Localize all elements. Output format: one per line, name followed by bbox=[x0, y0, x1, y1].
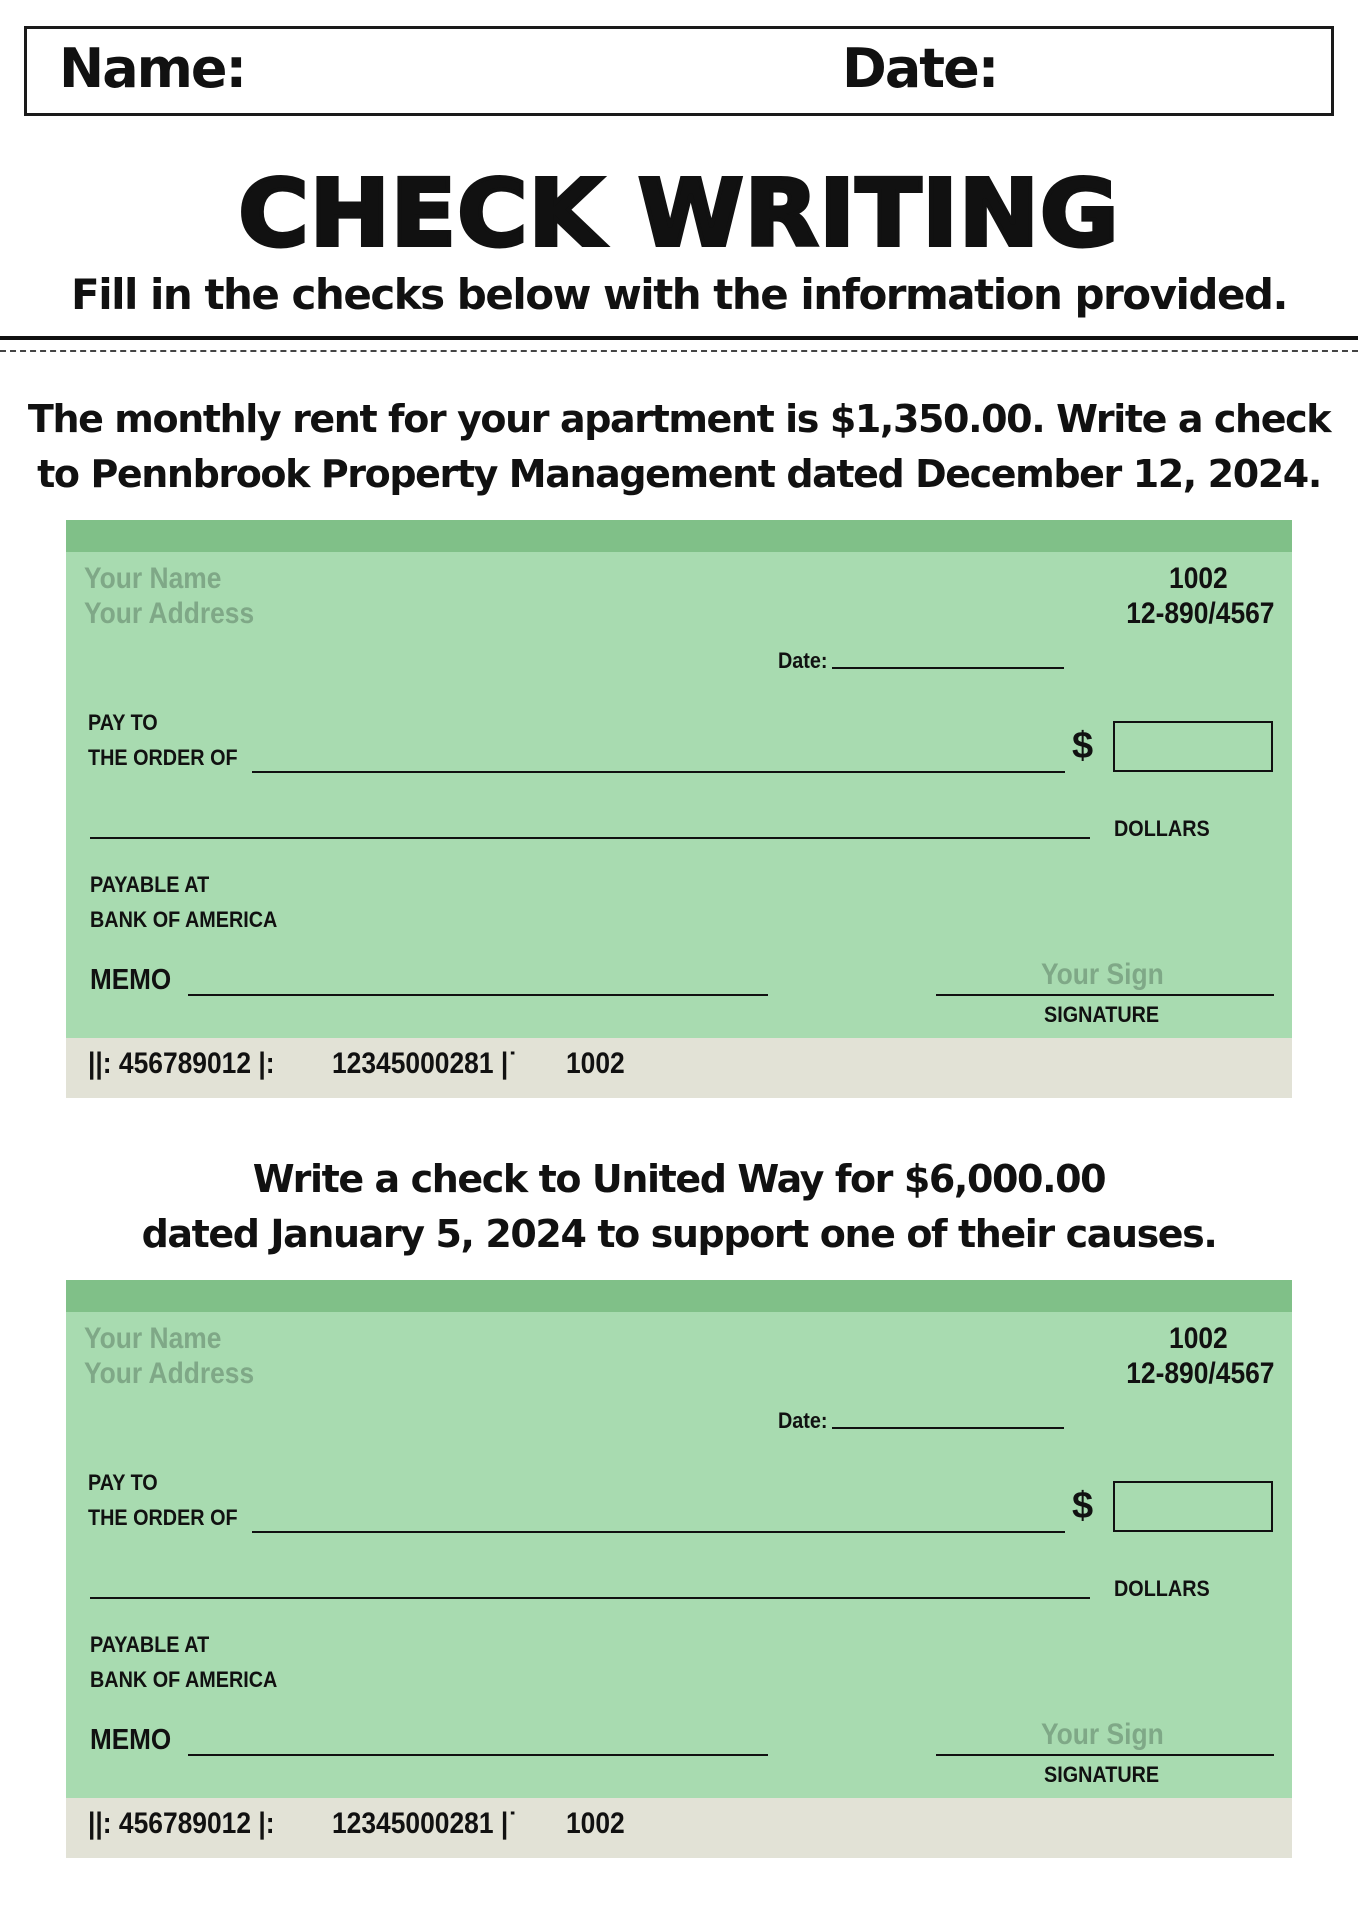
prompt-1-line-1: The monthly rent for your apartment is $1,350.00. Write a check bbox=[27, 397, 1331, 441]
memo-label: MEMO bbox=[90, 1724, 172, 1756]
page-subtitle: Fill in the checks below with the information provided. bbox=[71, 270, 1287, 319]
signature-label: SIGNATURE bbox=[1044, 1002, 1160, 1027]
check-2 bbox=[66, 1280, 1292, 1858]
signature-field[interactable] bbox=[936, 994, 1274, 996]
memo-field[interactable] bbox=[188, 994, 768, 996]
payable-at-label: PAYABLE AT bbox=[90, 872, 210, 897]
check-date-label: Date: bbox=[778, 1408, 828, 1433]
amount-words-field[interactable] bbox=[90, 1597, 1090, 1599]
micr-routing: ||: 456789012 |: bbox=[88, 1807, 275, 1840]
dollars-label: DOLLARS bbox=[1114, 816, 1210, 841]
payee-field[interactable] bbox=[252, 771, 1065, 773]
signature-field[interactable] bbox=[936, 1754, 1274, 1756]
routing-fraction: 12-890/4567 bbox=[1125, 1357, 1274, 1390]
pay-to-label-line-2: THE ORDER OF bbox=[88, 745, 238, 770]
check-date-field[interactable] bbox=[832, 667, 1064, 669]
dollar-sign: $ bbox=[1072, 725, 1094, 767]
bank-name-label: BANK OF AMERICA bbox=[90, 1667, 278, 1692]
dollar-sign: $ bbox=[1072, 1485, 1094, 1527]
signature-label: SIGNATURE bbox=[1044, 1762, 1160, 1787]
pay-to-label-line-1: PAY TO bbox=[88, 710, 158, 735]
your-address-placeholder: Your Address bbox=[84, 597, 255, 630]
signature-placeholder: Your Sign bbox=[1041, 958, 1164, 991]
pay-to-label-line-1: PAY TO bbox=[88, 1470, 158, 1495]
prompt-2-line-1: Write a check to United Way for $6,000.00 bbox=[252, 1157, 1106, 1201]
micr-routing: ||: 456789012 |: bbox=[88, 1047, 275, 1080]
check-date-label: Date: bbox=[778, 648, 828, 673]
payable-at-label: PAYABLE AT bbox=[90, 1632, 210, 1657]
divider-dashed bbox=[0, 350, 1358, 352]
amount-field[interactable] bbox=[1113, 1481, 1273, 1532]
micr-account: 12345000281 |˙ bbox=[332, 1807, 518, 1840]
check-top-band bbox=[66, 520, 1292, 552]
micr-check-number: 1002 bbox=[566, 1047, 625, 1080]
your-address-placeholder: Your Address bbox=[84, 1357, 255, 1390]
signature-placeholder: Your Sign bbox=[1041, 1718, 1164, 1751]
payee-field[interactable] bbox=[252, 1531, 1065, 1533]
divider-solid bbox=[0, 336, 1358, 340]
pay-to-label-line-2: THE ORDER OF bbox=[88, 1505, 238, 1530]
your-name-placeholder: Your Name bbox=[84, 1322, 222, 1355]
amount-words-field[interactable] bbox=[90, 837, 1090, 839]
memo-field[interactable] bbox=[188, 1754, 768, 1756]
amount-field[interactable] bbox=[1113, 721, 1273, 772]
prompt-2-line-2: dated January 5, 2024 to support one of their causes. bbox=[141, 1212, 1217, 1256]
check-number: 1002 bbox=[1169, 1322, 1228, 1355]
micr-account: 12345000281 |˙ bbox=[332, 1047, 518, 1080]
check-date-field[interactable] bbox=[832, 1427, 1064, 1429]
name-date-box bbox=[24, 26, 1334, 116]
prompt-1 bbox=[0, 392, 1358, 502]
date-label: Date: bbox=[842, 37, 998, 100]
page-title: CHECK WRITING bbox=[238, 160, 1120, 267]
name-label: Name: bbox=[59, 37, 246, 100]
prompt-2 bbox=[0, 1152, 1358, 1262]
bank-name-label: BANK OF AMERICA bbox=[90, 907, 278, 932]
dollars-label: DOLLARS bbox=[1114, 1576, 1210, 1601]
memo-label: MEMO bbox=[90, 964, 172, 996]
routing-fraction: 12-890/4567 bbox=[1125, 597, 1274, 630]
check-number: 1002 bbox=[1169, 562, 1228, 595]
check-1 bbox=[66, 520, 1292, 1098]
prompt-1-line-2: to Pennbrook Property Management dated December 12, 2024. bbox=[37, 452, 1321, 496]
micr-check-number: 1002 bbox=[566, 1807, 625, 1840]
check-top-band bbox=[66, 1280, 1292, 1312]
your-name-placeholder: Your Name bbox=[84, 562, 222, 595]
